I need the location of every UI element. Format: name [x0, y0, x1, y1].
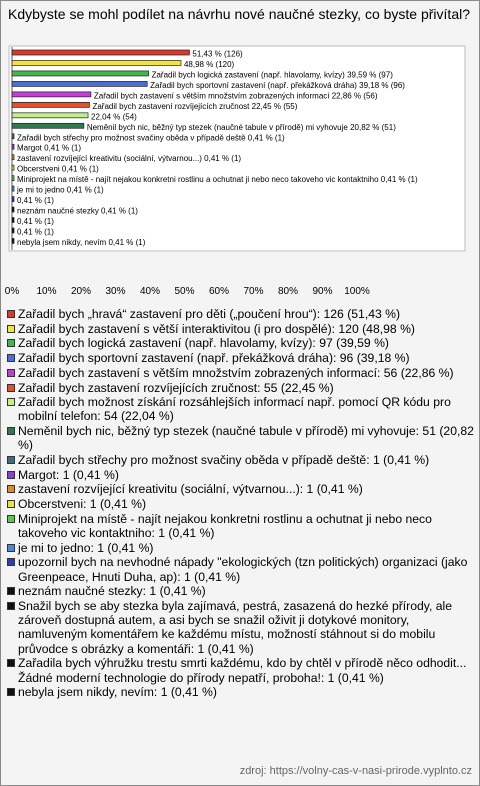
legend-item [6, 482, 474, 496]
x-tick-label: 50% [174, 286, 195, 297]
bar-18 [12, 228, 14, 233]
bar-15 [12, 197, 14, 202]
bar-label-18: 0,41 % (1) [17, 227, 54, 237]
bar-label-17: 0,41 % (1) [17, 217, 54, 227]
bar-13 [12, 176, 14, 181]
bar-label-14: je mi to jedno 0,41 % (1) [17, 185, 104, 195]
bar-label-1: 51,43 % (126) [192, 49, 243, 59]
bar-6 [12, 102, 89, 107]
bar-label-19: nebyla jsem nikdy, nevím 0,41 % (1) [17, 237, 146, 247]
legend-item [6, 599, 474, 656]
bar-label-5: Zařadil bych zastavení s větším množstvím zobrazených informací 22,86 % (56) [93, 91, 378, 101]
legend-swatch [7, 688, 15, 696]
legend-item [6, 468, 474, 482]
x-tick-label: 80% [277, 286, 299, 297]
bar-label-11: zastavení rozvíjející kreativitu (sociální, výtvarnou...) 0,41 % (1) [17, 154, 242, 164]
bar-label-9: Zařadil bych střechy pro možnost svačiny oběda v případě deště 0,41 % (1) [17, 133, 285, 143]
bar-19 [12, 238, 14, 243]
bar-label-10: Margot 0,41 % (1) [17, 143, 82, 153]
legend-item [6, 656, 474, 684]
legend-label: Obcerstveni: 1 (0,41 %) [18, 497, 147, 512]
legend-item [6, 307, 474, 321]
x-tick-label: 40% [139, 286, 161, 297]
legend-swatch [7, 515, 15, 523]
legend-label: Zařadil bych logická zastavení (např. hlavolamy, kvízy): 97 (39,59 %) [18, 336, 389, 351]
legend-swatch [7, 471, 15, 479]
legend-item [6, 366, 474, 380]
legend-swatch [7, 427, 15, 435]
legend-item [6, 512, 474, 540]
legend-label: zastavení rozvíjející kreativitu (sociální, výtvarnou...): 1 (0,41 %) [18, 482, 363, 497]
legend-label: je mi to jedno: 1 (0,41 %) [18, 540, 154, 555]
legend-item [6, 584, 474, 598]
legend-item [6, 336, 474, 350]
legend-swatch [7, 558, 15, 566]
bar-label-3: Zařadil bych logická zastavení (např. hlavolamy, kvízy) 39,59 % (97) [151, 70, 393, 80]
legend-swatch [7, 339, 15, 347]
legend-label: Zařadil bych „hravá“ zastavení pro děti („poučení hrou“): 126 (51,43 %) [18, 307, 401, 321]
legend-swatch [7, 325, 15, 333]
bar-1 [12, 50, 189, 55]
legend-item [6, 497, 474, 511]
bar-label-7: 22,04 % (54) [91, 112, 137, 122]
legend-swatch [7, 587, 15, 595]
bar-11 [12, 155, 14, 160]
legend-label: Miniprojekt na místě - najít nejakou konkretni rostlinu a ochutnat ji nebo neco takoveho vic kontaktniho: 1 (0,41 %) [18, 511, 432, 541]
legend-item [6, 395, 474, 423]
legend-label: Margot: 1 (0,41 %) [18, 467, 119, 482]
legend-item [6, 351, 474, 365]
legend-swatch [7, 398, 15, 406]
legend-item [6, 381, 474, 395]
x-tick-label: 0% [4, 286, 20, 297]
bar-label-4: Zařadil bych sportovní zastavení (např. překážková dráha) 39,18 % (96) [150, 80, 405, 90]
bar-label-8: Neměnil bych nic, běžný typ stezek (naučné tabule v přírodě) mi vyhovuje 20,82 % (51) [86, 122, 396, 132]
legend-label: Snažil bych se aby stezka byla zajímavá, pestrá, zasazená do hezké přírody, ale zároveň dostupná autem, a asi bych se snažil oživit ji dotykové monitory, namluveným komentářem ke každému místu, možností stáhnout si do mobilu průvodce s obrázky a komentáři: 1 (0,41 %) [18, 599, 453, 656]
legend-swatch [7, 500, 15, 508]
bar-3 [12, 71, 149, 76]
legend-item [6, 541, 474, 555]
bar-10 [12, 144, 14, 149]
source-note: zdroj: https://volny-cas-v-nasi-prirode.vyplnto.cz [239, 765, 472, 777]
bar-7 [12, 113, 88, 118]
bar-label-13: Miniprojekt na místě - najít nejakou konkretni rostlinu a ochutnat ji nebo neco takoveho vic kontaktniho 0,41 % (1) [17, 175, 418, 185]
legend-label: Zařadil bych zastavení s větší interaktivitou (i pro dospělé): 120 (48,98 %) [18, 321, 415, 336]
bar-2 [12, 60, 181, 65]
x-tick-label: 100% [344, 286, 370, 297]
legend-swatch [7, 354, 15, 362]
bar-label-15: 0,41 % (1) [17, 196, 54, 206]
legend-swatch [7, 384, 15, 392]
legend-label: Zařadil bych možnost získání rozsáhlejších informací např. pomocí QR kódu pro mobilní telefon: 54 (22,04 %) [18, 395, 451, 424]
legend-label: nebyla jsem nikdy, nevím: 1 (0,41 %) [18, 685, 217, 700]
x-tick-label: 70% [243, 286, 264, 297]
legend-item [6, 322, 474, 336]
bar-label-16: neznám naučné stezky 0,41 % (1) [17, 206, 138, 216]
legend-label: Neměnil bych nic, běžný typ stezek (naučné tabule v přírodě) mi vyhovuje: 51 (20,82 %) [18, 424, 474, 453]
legend-item [6, 555, 474, 583]
bar-label-2: 48,98 % (120) [183, 59, 235, 69]
bar-12 [12, 165, 14, 170]
bar-17 [12, 218, 14, 223]
x-tick-label: 10% [36, 286, 57, 297]
legend-label: Zařadila bych výhružku trestu smrti každému, kdo by chtěl v přírodě něco odhodit... Žádné moderní technologie do přírody nepatří, proboha!: 1 (0,41 %) [18, 656, 467, 685]
bar-4 [12, 81, 147, 86]
bar-8 [12, 123, 84, 128]
bar-label-12: Obcerstveni 0,41 % (1) [17, 164, 99, 174]
bar-14 [12, 186, 14, 191]
legend-swatch [7, 659, 15, 667]
legend-swatch [7, 310, 15, 318]
bar-16 [12, 207, 14, 212]
bar-9 [12, 134, 14, 139]
bar-label-6: Zařadil bych zastavení rozvíjejících zručnost 22,45 % (55) [92, 101, 298, 111]
legend-item [6, 685, 474, 699]
legend-label: upozornil bych na nevhodné nápady "ekologických (tzn politických) organizaci (jako Greenpeace, Hnuti Duha, ap): 1 (0,41 %) [18, 555, 468, 584]
bar-5 [12, 92, 91, 97]
legend-label: Zařadil bych sportovní zastavení (např. překážková dráha): 96 (39,18 %) [18, 351, 410, 366]
legend-label: neznám naučné stezky: 1 (0,41 %) [18, 584, 206, 599]
bar-plot [0, 0, 480, 305]
legend-swatch [7, 602, 15, 610]
legend-item [6, 453, 474, 467]
x-tick-label: 60% [208, 286, 230, 297]
legend-item [6, 424, 474, 452]
x-tick-label: 90% [312, 286, 333, 297]
legend-swatch [7, 456, 15, 464]
legend-swatch [7, 485, 15, 493]
chart-title: Kdybyste se mohl podílet na návrhu nové naučné stezky, co byste přivítal? [8, 6, 470, 22]
legend-swatch [7, 369, 15, 377]
legend-label: Zařadil bych zastavení rozvíjejících zručnost: 55 (22,45 %) [18, 380, 334, 395]
legend-label: Zařadil bych střechy pro možnost svačiny oběda v případě deště: 1 (0,41 %) [18, 453, 430, 468]
x-tick-label: 30% [105, 286, 126, 297]
chart-legend [6, 307, 474, 700]
legend-swatch [7, 544, 15, 552]
legend-label: Zařadil bych zastavení s větším množstvím zobrazených informací: 56 (22,86 %) [18, 365, 454, 380]
x-tick-label: 20% [70, 286, 92, 297]
